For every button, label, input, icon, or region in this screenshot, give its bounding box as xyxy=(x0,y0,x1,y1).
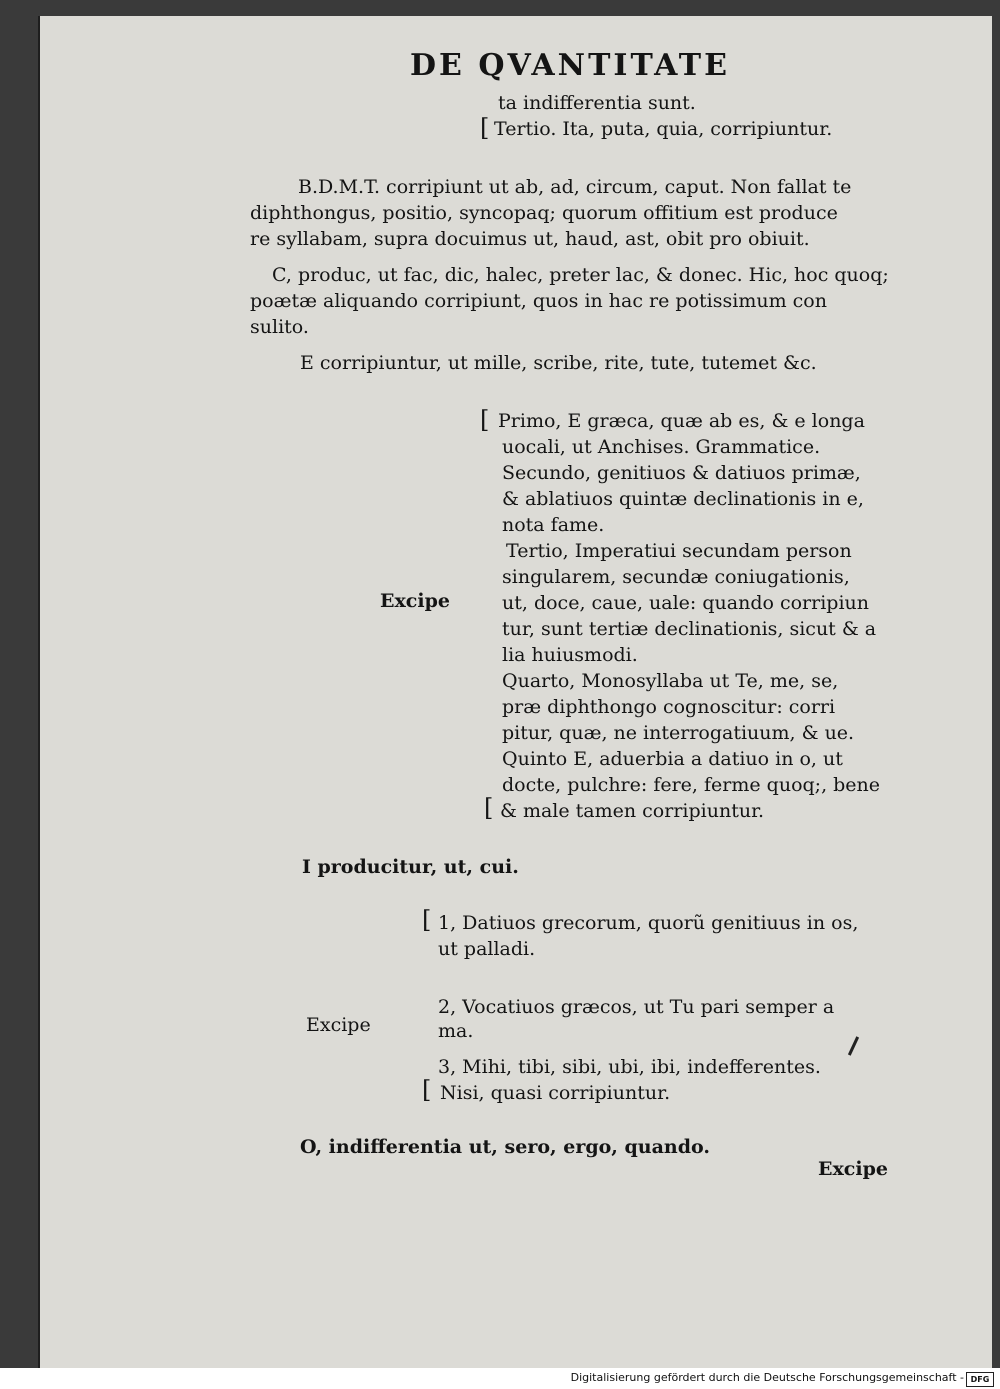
excipe-i-line-1: 1, Datiuos grecorum, quorũ genitiuus in os, xyxy=(438,912,859,934)
excipe-i-line-4: ma. xyxy=(438,1020,474,1042)
bracket-open-e: [ xyxy=(480,406,490,434)
text-line-9: E corripiuntur, ut mille, scribe, rite, tute, tutemet &c. xyxy=(300,352,817,374)
bracket-close-i: [ xyxy=(422,1076,432,1104)
bracket-close-e: [ xyxy=(484,794,494,822)
excipe-e-line-12: præ diphthongo cognoscitur: corri xyxy=(502,696,836,718)
page-title: DE QVANTITATE xyxy=(410,48,730,83)
dfg-logo-icon: DFG xyxy=(966,1372,994,1387)
text-line-8: sulito. xyxy=(250,316,309,338)
footer-credit: Digitalisierung gefördert durch die Deutsche Forschungsgemeinschaft - xyxy=(570,1371,964,1384)
excipe-e-line-7: singularem, secundæ coniugationis, xyxy=(502,566,850,588)
excipe-i-line-3: 2, Vocatiuos græcos, ut Tu pari semper a xyxy=(438,996,835,1018)
catchword: Excipe xyxy=(818,1158,888,1180)
text-line-6: C, produc, ut fac, dic, halec, preter lac, & donec. Hic, hoc quoq; xyxy=(272,264,889,286)
excipe-e-line-8: ut, doce, caue, uale: quando corripiun xyxy=(502,592,870,614)
excipe-e-line-4: & ablatiuos quintæ declinationis in e, xyxy=(502,488,864,510)
excipe-e-line-14: Quinto E, aduerbia a datiuo in o, ut xyxy=(502,748,843,770)
excipe-label-i: Excipe xyxy=(306,1014,371,1036)
bracket-open-i: [ xyxy=(422,906,432,934)
excipe-e-line-15: docte, pulchre: fere, ferme quoq;, bene xyxy=(502,774,881,796)
text-line-2: Tertio. Ita, puta, quia, corripiuntur. xyxy=(494,118,833,140)
excipe-e-line-11: Quarto, Monosyllaba ut Te, me, se, xyxy=(502,670,839,692)
excipe-label-e: Excipe xyxy=(380,590,450,612)
excipe-i-line-6: Nisi, quasi corripiuntur. xyxy=(440,1082,671,1104)
excipe-e-line-1: Primo, E græca, quæ ab es, & e longa xyxy=(498,410,865,432)
excipe-e-line-2: uocali, ut Anchises. Grammatice. xyxy=(502,436,821,458)
excipe-e-line-3: Secundo, genitiuos & datiuos primæ, xyxy=(502,462,861,484)
text-line-4: diphthongus, positio, syncopaq; quorum offitium est produce xyxy=(250,202,838,224)
excipe-e-line-10: lia huiusmodi. xyxy=(502,644,638,666)
excipe-e-line-16: & male tamen corripiuntur. xyxy=(500,800,765,822)
excipe-i-line-2: ut palladi. xyxy=(438,938,536,960)
excipe-i-line-5: 3, Mihi, tibi, sibi, ubi, ibi, indefferentes. xyxy=(438,1056,821,1078)
excipe-e-line-6: Tertio, Imperatiui secundam person xyxy=(506,540,852,562)
text-line-7: poætæ aliquando corripiunt, quos in hac re potissimum con xyxy=(250,290,827,312)
excipe-e-line-9: tur, sunt tertiæ declinationis, sicut & a xyxy=(502,618,877,640)
text-line-3: B.D.M.T. corripiunt ut ab, ad, circum, caput. Non fallat te xyxy=(298,176,852,198)
text-line-i: I producitur, ut, cui. xyxy=(302,856,519,878)
bracket-close-1: [ xyxy=(480,114,490,142)
excipe-e-line-13: pitur, quæ, ne interrogatiuum, & ue. xyxy=(502,722,855,744)
text-line-5: re syllabam, supra docuimus ut, haud, ast, obit pro obiuit. xyxy=(250,228,810,250)
text-line-o: O, indifferentia ut, sero, ergo, quando. xyxy=(300,1136,710,1158)
text-line-1: ta indifferentia sunt. xyxy=(498,92,696,114)
excipe-e-line-5: nota fame. xyxy=(502,514,605,536)
